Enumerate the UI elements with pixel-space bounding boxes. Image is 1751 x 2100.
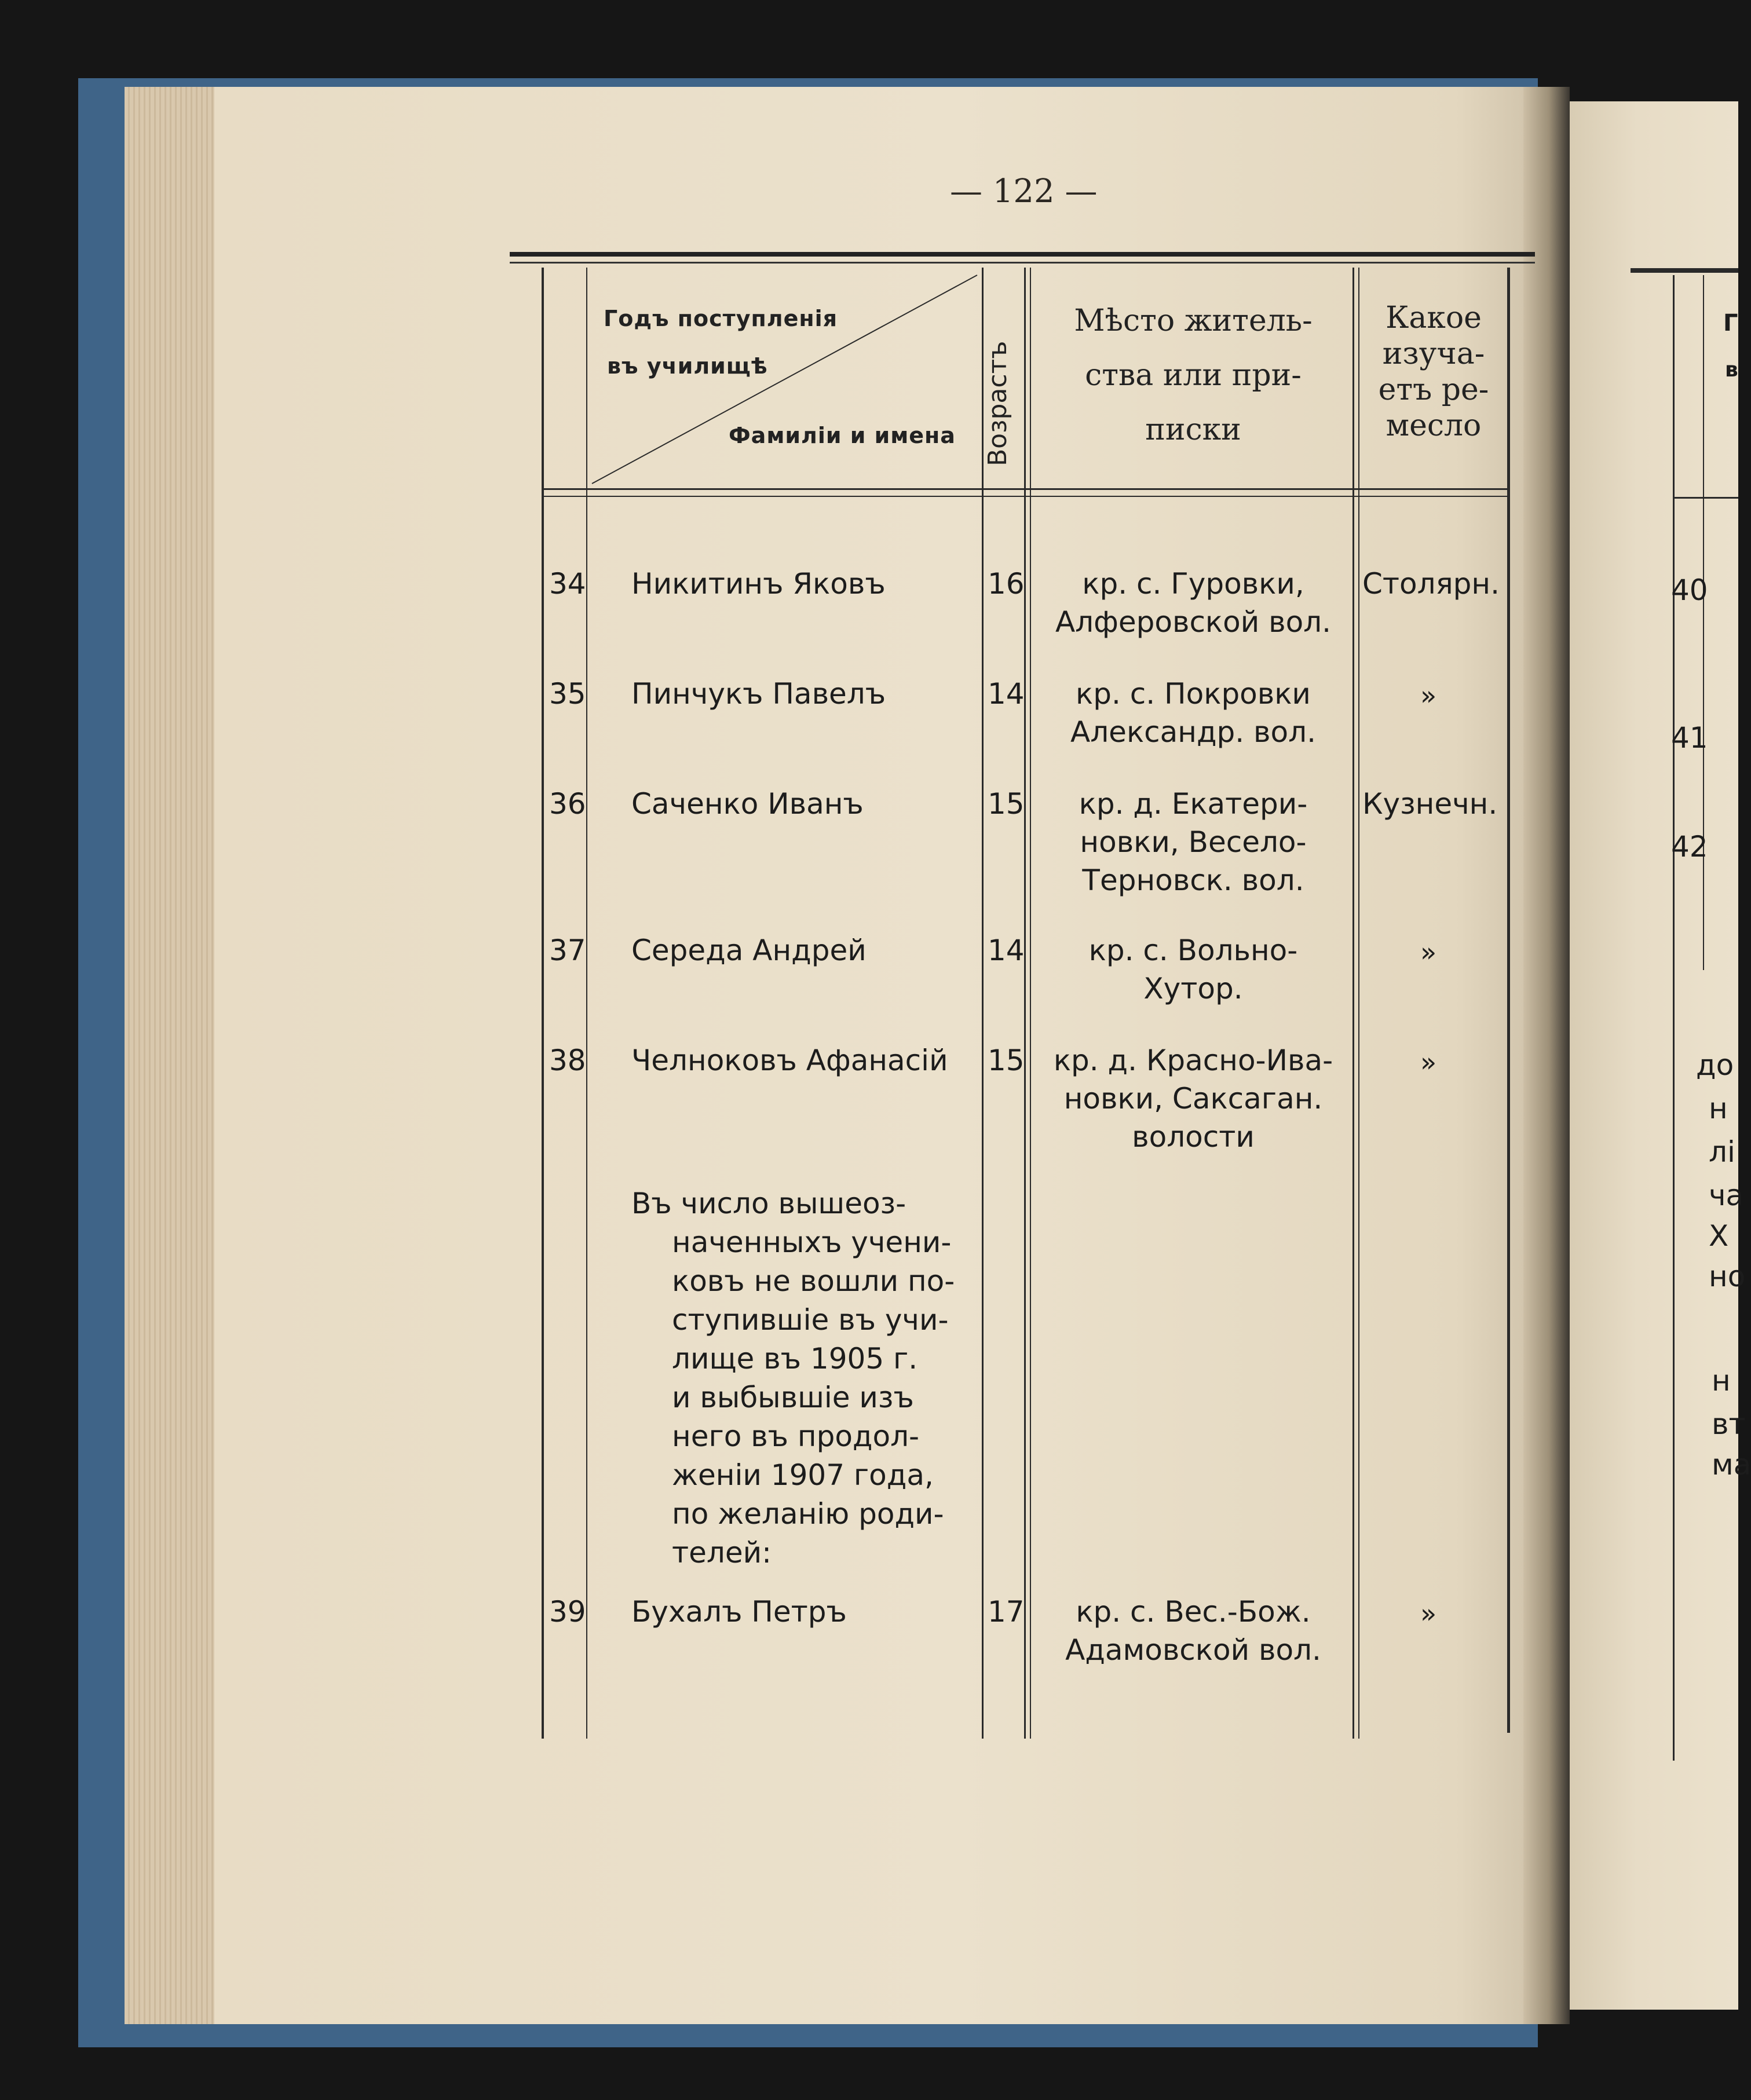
row-craft: » xyxy=(1420,1047,1437,1078)
row-place-line: новки, Саксаган. xyxy=(1063,1082,1323,1115)
right-page-fragment: ча xyxy=(1709,1179,1744,1212)
year-label-1: Годъ поступленія xyxy=(604,306,838,331)
table-top-rule-thin xyxy=(510,262,1535,264)
note-paragraph xyxy=(631,1184,967,1572)
right-page-header-fragment: Г xyxy=(1723,310,1738,336)
note-line: по желанію роди- xyxy=(672,1497,944,1531)
craft-header-line: изуча- xyxy=(1382,336,1485,371)
row-place-line: кр. с. Вольно- xyxy=(1088,934,1298,967)
row-place-line: кр. д. Екатери- xyxy=(1079,787,1308,821)
note-line: ковъ не вошли по- xyxy=(672,1264,955,1298)
row-craft: Столярн. xyxy=(1362,567,1500,601)
row-place-line: кр. с. Покровки xyxy=(1076,677,1311,711)
row-number: 36 xyxy=(549,787,586,821)
names-label: Фамиліи и имена xyxy=(729,423,956,448)
row-place xyxy=(1040,931,1347,1008)
right-page-col-divider xyxy=(1703,275,1704,970)
row-number: 38 xyxy=(549,1044,586,1077)
right-page-header-rule xyxy=(1673,497,1738,499)
craft-header-line: етъ ре- xyxy=(1378,372,1489,407)
right-page-top-rule xyxy=(1631,268,1738,273)
row-place-line: Терновск. вол. xyxy=(1082,864,1304,897)
row-place-line: Хутор. xyxy=(1143,972,1243,1005)
right-page-fragment: вт xyxy=(1712,1407,1746,1441)
header-bottom-rule xyxy=(542,488,1509,490)
right-page-row-number: 41 xyxy=(1671,721,1708,755)
book-gutter xyxy=(1523,87,1570,2024)
header-diagonal xyxy=(586,272,980,486)
row-age: 15 xyxy=(988,1044,1025,1077)
right-page-fragment: но xyxy=(1709,1260,1746,1293)
row-place-line: Алферовской вол. xyxy=(1055,605,1332,639)
craft-header xyxy=(1361,300,1506,444)
right-page-fragment: Х xyxy=(1709,1219,1729,1253)
place-header-line: ства или при- xyxy=(1085,358,1302,393)
right-page-fragment: до xyxy=(1696,1048,1734,1082)
right-page-fragment: н xyxy=(1712,1364,1731,1397)
right-page-fragment: лі xyxy=(1709,1135,1735,1169)
row-place-line: волости xyxy=(1132,1120,1255,1154)
note-line: наченныхъ учени- xyxy=(672,1225,952,1259)
row-number: 34 xyxy=(549,567,586,601)
row-place xyxy=(1040,785,1347,899)
row-age: 16 xyxy=(988,567,1025,601)
craft-header-line: Какое xyxy=(1386,301,1482,335)
row-place-line: Александр. вол. xyxy=(1070,715,1316,749)
row-age: 14 xyxy=(988,934,1025,967)
row-number: 37 xyxy=(549,934,586,967)
row-name: Челноковъ Афанасій xyxy=(631,1044,948,1077)
row-place-line: кр. с. Вес.-Бож. xyxy=(1076,1595,1311,1629)
row-name: Бухалъ Петръ xyxy=(631,1595,847,1629)
row-age: 14 xyxy=(988,677,1025,711)
row-craft: Кузнечн. xyxy=(1362,787,1498,821)
note-line: него въ продол- xyxy=(672,1419,920,1453)
row-place-line: новки, Весело- xyxy=(1080,825,1307,859)
row-number: 35 xyxy=(549,677,586,711)
row-age: 17 xyxy=(988,1595,1025,1629)
note-line: телей: xyxy=(672,1536,772,1569)
note-line: ступившіе въ учи- xyxy=(672,1303,949,1337)
page-number: — 122 — xyxy=(950,173,1098,210)
row-place-line: кр. д. Красно-Ива- xyxy=(1053,1044,1333,1077)
row-age: 15 xyxy=(988,787,1025,821)
note-line: лище въ 1905 г. xyxy=(672,1342,918,1375)
right-page-row-number: 42 xyxy=(1671,830,1708,864)
place-header-line: Мѣсто житель- xyxy=(1074,303,1313,338)
row-craft: » xyxy=(1420,936,1437,968)
place-header-line: писки xyxy=(1145,412,1241,447)
row-name: Середа Андрей xyxy=(631,934,867,967)
year-label-2: въ училищѣ xyxy=(607,353,768,379)
row-place-line: кр. с. Гуровки, xyxy=(1082,567,1304,601)
note-line: женіи 1907 года, xyxy=(672,1458,934,1492)
row-name: Саченко Иванъ xyxy=(631,787,864,821)
note-line: и выбывшіе изъ xyxy=(672,1381,914,1414)
right-page-header-fragment: в xyxy=(1725,358,1738,382)
row-place xyxy=(1040,565,1347,641)
header-bottom-rule-2 xyxy=(542,496,1509,497)
right-page-fragment: ма xyxy=(1712,1448,1751,1481)
row-craft: » xyxy=(1420,680,1437,711)
row-name: Пинчукъ Павелъ xyxy=(631,677,886,711)
table-top-rule xyxy=(510,252,1535,257)
age-label: Возрастъ xyxy=(983,341,1012,466)
row-number: 39 xyxy=(549,1595,586,1629)
note-line: Въ число вышеоз- xyxy=(631,1187,906,1220)
diagonal-line xyxy=(586,272,980,486)
row-craft: » xyxy=(1420,1598,1437,1629)
place-header xyxy=(1034,300,1352,451)
right-page-fragment: н xyxy=(1709,1092,1728,1125)
table-right-border xyxy=(1507,268,1510,1733)
row-place xyxy=(1040,675,1347,751)
row-place-line: Адамовской вол. xyxy=(1065,1633,1321,1667)
row-place xyxy=(1040,1041,1347,1156)
craft-header-line: месло xyxy=(1386,408,1482,443)
right-page-row-number: 40 xyxy=(1671,573,1708,607)
row-place xyxy=(1040,1593,1347,1669)
row-name: Никитинъ Яковъ xyxy=(631,567,886,601)
